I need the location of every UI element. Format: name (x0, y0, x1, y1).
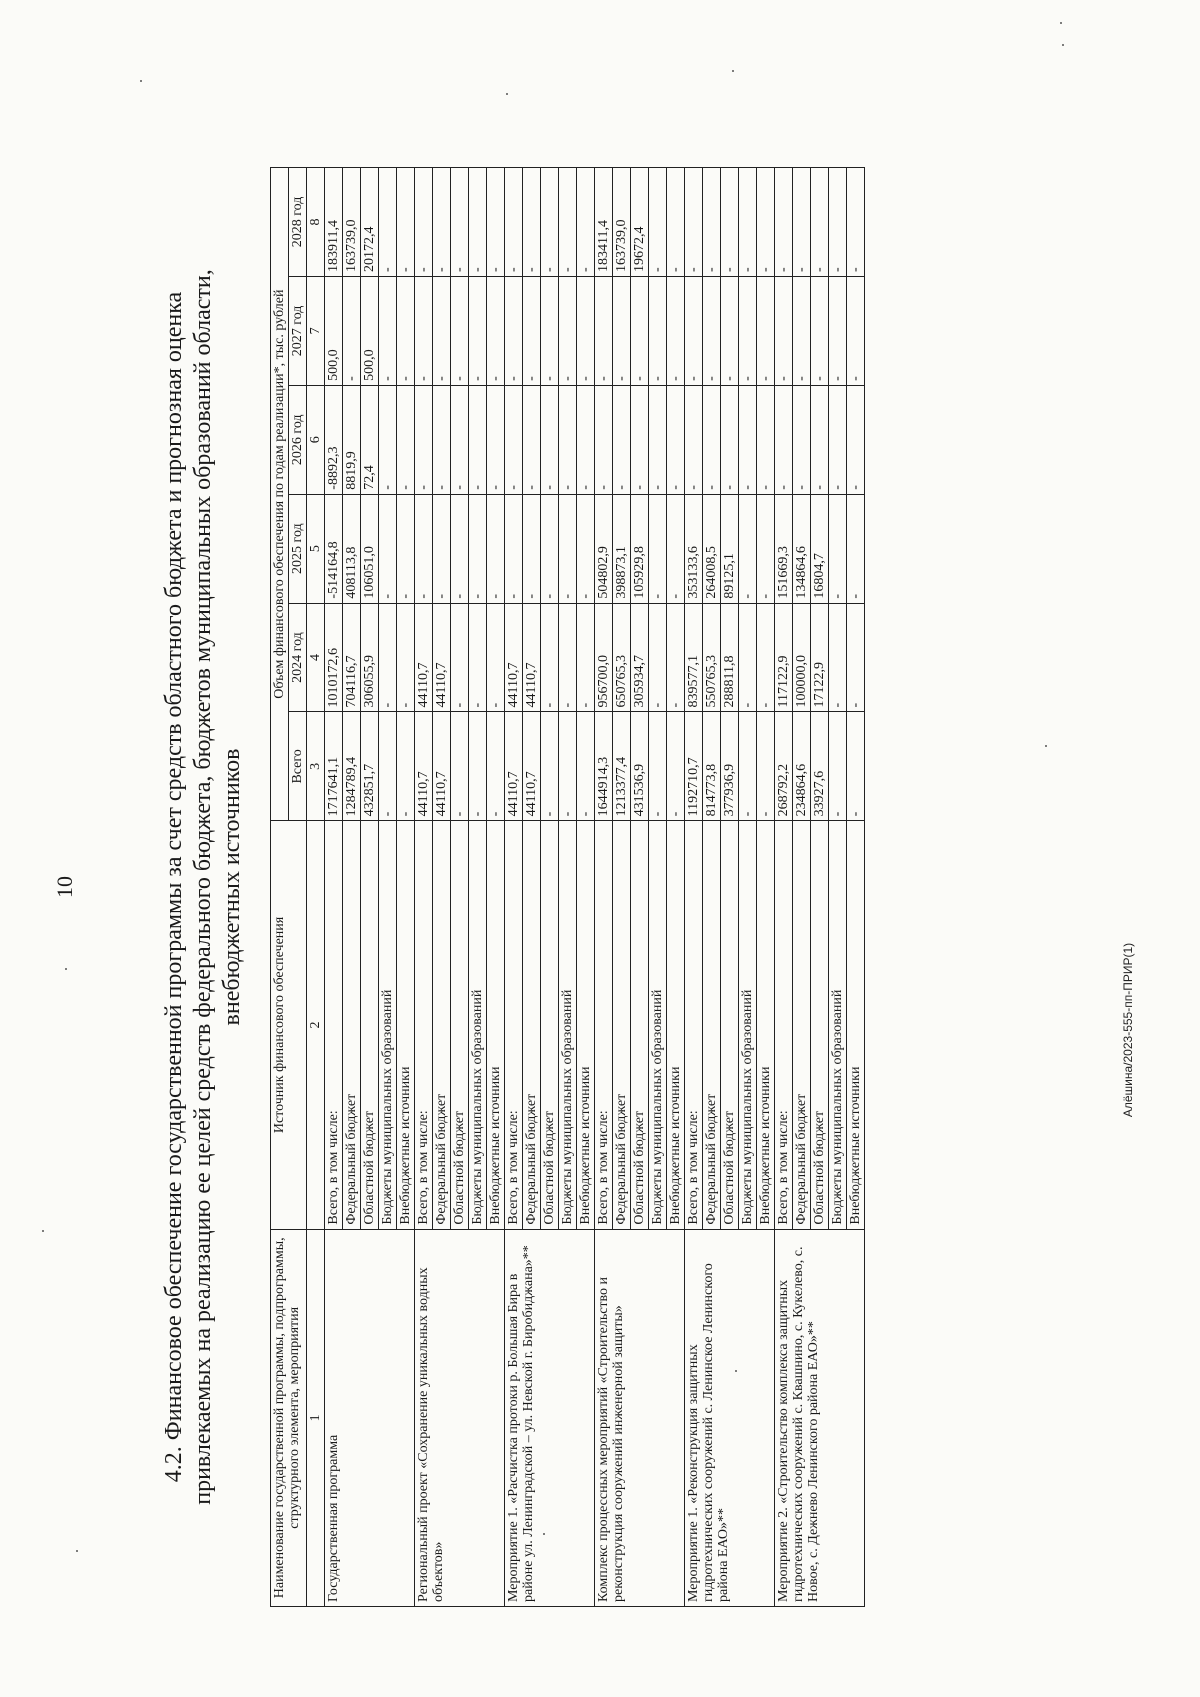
value-year: - (703, 168, 721, 277)
funding-source: Федеральный бюджет (343, 821, 361, 1229)
value-year: - (577, 494, 595, 603)
value-year: - (379, 603, 397, 712)
funding-source: Всего, в том числе: (595, 821, 613, 1229)
funding-source: Внебюджетные источники (397, 821, 415, 1229)
value-year: - (559, 494, 577, 603)
value-year: - (541, 603, 559, 712)
title-line-2: привлекаемых на реализацию ее целей средств федерального бюджета, бюджетов муниципальных образований области, (190, 269, 216, 1505)
title-line-1: 4.2. Финансовое обеспечение государственной программы за счет средств областного бюджета и прогнозная оценка (161, 291, 187, 1483)
value-year: - (343, 276, 361, 385)
value-total: 431536,9 (631, 712, 649, 821)
funding-source: Внебюджетные источники (487, 821, 505, 1229)
value-year: - (667, 603, 685, 712)
value-total: - (559, 712, 577, 821)
column-number: 7 (307, 276, 325, 385)
value-year: 44110,7 (415, 603, 433, 712)
value-year: - (847, 168, 865, 277)
value-year: - (505, 276, 523, 385)
value-year: 183411,4 (595, 168, 613, 277)
column-number: 4 (307, 603, 325, 712)
value-year: - (541, 168, 559, 277)
value-year: - (577, 276, 595, 385)
funding-source: Внебюджетные источники (847, 821, 865, 1229)
value-year: 89125,1 (721, 494, 739, 603)
financing-table (270, 167, 865, 1607)
value-year: 44110,7 (505, 603, 523, 712)
value-year: - (739, 168, 757, 277)
funding-source: Федеральный бюджет (433, 821, 451, 1229)
value-year: 353133,6 (685, 494, 703, 603)
table-row (775, 168, 793, 1607)
value-total: 1717641,1 (325, 712, 343, 821)
program-element-name: Комплекс процессных мероприятий «Строительство и реконструкция сооружений инженерной защиты» (595, 1229, 685, 1606)
value-year: 105929,8 (631, 494, 649, 603)
value-year: - (613, 276, 631, 385)
value-year: - (469, 603, 487, 712)
funding-source: Всего, в том числе: (685, 821, 703, 1229)
funding-source: Бюджеты муниципальных образований (469, 821, 487, 1229)
value-year: - (487, 494, 505, 603)
value-year: - (397, 168, 415, 277)
value-total: - (577, 712, 595, 821)
value-year: - (559, 603, 577, 712)
value-year: - (793, 276, 811, 385)
value-year: - (397, 385, 415, 494)
funding-source: Федеральный бюджет (703, 821, 721, 1229)
funding-source: Всего, в том числе: (505, 821, 523, 1229)
value-year: 500,0 (325, 276, 343, 385)
column-number: 5 (307, 494, 325, 603)
funding-source: Федеральный бюджет (523, 821, 541, 1229)
value-year: 151669,3 (775, 494, 793, 603)
header-volume-group: Объем финансового обеспечения по годам реализации*, тыс. рублей (271, 168, 289, 821)
value-year: - (505, 385, 523, 494)
value-year: - (451, 385, 469, 494)
table-row (505, 168, 523, 1607)
table-row (595, 168, 613, 1607)
value-year: - (667, 276, 685, 385)
value-year: 72,4 (361, 385, 379, 494)
value-year: -514164,8 (325, 494, 343, 603)
value-year: 20172,4 (361, 168, 379, 277)
rotated-page (0, 77, 1130, 1697)
value-year: - (433, 385, 451, 494)
value-year: 117122,9 (775, 603, 793, 712)
value-year: - (829, 603, 847, 712)
value-year: - (667, 168, 685, 277)
program-element-name: Региональный проект «Сохранение уникальных водных объектов» (415, 1229, 505, 1606)
value-year: - (649, 603, 667, 712)
value-year: - (667, 385, 685, 494)
value-year: - (847, 385, 865, 494)
column-number: 1 (307, 1229, 325, 1606)
value-year: - (685, 168, 703, 277)
document-id-footer: Алёшина/2023-555-пп-ПРИР(1) (1121, 942, 1135, 1118)
value-year: - (523, 168, 541, 277)
value-total: - (847, 712, 865, 821)
header-year: 2025 год (289, 494, 307, 603)
value-year: - (397, 494, 415, 603)
title-line-3: внебюджетных источников (219, 748, 245, 1026)
header-year: 2026 год (289, 385, 307, 494)
value-year: - (649, 276, 667, 385)
value-year: - (451, 168, 469, 277)
value-total: - (829, 712, 847, 821)
value-total: 44110,7 (505, 712, 523, 821)
funding-source: Внебюджетные источники (667, 821, 685, 1229)
program-element-name: Мероприятие 1. «Реконструкция защитных гидротехнических сооружений с. Ленинское Ленинского района ЕАО»** (685, 1229, 775, 1606)
funding-source: Федеральный бюджет (793, 821, 811, 1229)
value-total: - (487, 712, 505, 821)
value-year: 163739,0 (343, 168, 361, 277)
value-year: - (379, 385, 397, 494)
value-total: 44110,7 (415, 712, 433, 821)
scan-speck (732, 70, 734, 72)
value-year: - (415, 385, 433, 494)
funding-source: Всего, в том числе: (775, 821, 793, 1229)
value-total: 1213377,4 (613, 712, 631, 821)
value-year: - (811, 276, 829, 385)
value-year: - (775, 385, 793, 494)
value-year: - (577, 385, 595, 494)
value-year: - (541, 494, 559, 603)
header-year: 2027 год (289, 276, 307, 385)
program-element-name: Мероприятие 2. «Строительство комплекса защитных гидротехнических сооружений с. Квашнино, с. Кукелево, с. Новое, с. Дежнево Ленинского района ЕАО»** (775, 1229, 865, 1606)
value-year: 44110,7 (433, 603, 451, 712)
value-total: - (541, 712, 559, 821)
value-year: 134864,6 (793, 494, 811, 603)
funding-source: Областной бюджет (541, 821, 559, 1229)
value-year: 550765,3 (703, 603, 721, 712)
value-year: - (829, 385, 847, 494)
value-year: - (397, 276, 415, 385)
value-year: - (721, 276, 739, 385)
value-total: - (667, 712, 685, 821)
value-total: 1644914,3 (595, 712, 613, 821)
funding-source: Бюджеты муниципальных образований (649, 821, 667, 1229)
value-year: 163739,0 (613, 168, 631, 277)
value-year: - (811, 385, 829, 494)
value-total: - (397, 712, 415, 821)
table-row (325, 168, 343, 1607)
value-year: - (559, 385, 577, 494)
value-total: 33927,6 (811, 712, 829, 821)
value-year: - (847, 276, 865, 385)
value-total: - (649, 712, 667, 821)
value-year: 408113,8 (343, 494, 361, 603)
value-year: 106051,0 (361, 494, 379, 603)
section-title (160, 227, 247, 1547)
value-year: - (631, 276, 649, 385)
value-year: 398873,1 (613, 494, 631, 603)
value-year: -8892,3 (325, 385, 343, 494)
value-year: - (811, 168, 829, 277)
value-year: - (397, 603, 415, 712)
value-year: 500,0 (361, 276, 379, 385)
funding-source: Бюджеты муниципальных образований (739, 821, 757, 1229)
value-year: - (415, 494, 433, 603)
value-total: - (739, 712, 757, 821)
program-element-name: Мероприятие 1. «Расчистка протоки р. Большая Бира в районе ул. Ленинградской – ул. Невской г. Биробиджана»** (505, 1229, 595, 1606)
column-number: 6 (307, 385, 325, 494)
value-year: - (469, 385, 487, 494)
value-year: - (451, 276, 469, 385)
value-year: 1010172,6 (325, 603, 343, 712)
value-total: - (379, 712, 397, 821)
column-number: 3 (307, 712, 325, 821)
value-year: - (415, 276, 433, 385)
value-year: - (613, 385, 631, 494)
table-head (271, 168, 325, 1607)
value-year: - (595, 276, 613, 385)
value-year: - (685, 385, 703, 494)
funding-source: Внебюджетные источники (757, 821, 775, 1229)
value-year: - (523, 385, 541, 494)
value-year: - (793, 168, 811, 277)
value-year: 17122,9 (811, 603, 829, 712)
value-year: - (433, 276, 451, 385)
funding-source: Федеральный бюджет (613, 821, 631, 1229)
value-year: - (739, 385, 757, 494)
value-total: - (757, 712, 775, 821)
value-total: 268792,2 (775, 712, 793, 821)
value-year: - (631, 385, 649, 494)
value-year: - (523, 276, 541, 385)
value-year: - (739, 494, 757, 603)
value-year: - (415, 168, 433, 277)
page-number: 10 (52, 876, 77, 898)
funding-source: Областной бюджет (811, 821, 829, 1229)
table-row (685, 168, 703, 1607)
value-total: 377936,9 (721, 712, 739, 821)
value-year: - (739, 603, 757, 712)
value-year: - (721, 385, 739, 494)
value-year: - (559, 168, 577, 277)
funding-source: Бюджеты муниципальных образований (379, 821, 397, 1229)
funding-source: Бюджеты муниципальных образований (559, 821, 577, 1229)
program-element-name: Государственная программа (325, 1229, 415, 1606)
funding-source: Бюджеты муниципальных образований (829, 821, 847, 1229)
value-year: - (775, 168, 793, 277)
value-year: 100000,0 (793, 603, 811, 712)
value-year: - (703, 276, 721, 385)
value-year: - (487, 385, 505, 494)
value-year: - (577, 603, 595, 712)
value-year: - (829, 494, 847, 603)
value-year: 8819,9 (343, 385, 361, 494)
value-year: - (433, 168, 451, 277)
funding-source: Областной бюджет (361, 821, 379, 1229)
header-program-name: Наименование государственной программы, подпрограммы, структурного элемента, мероприятия (271, 1229, 307, 1606)
value-year: - (451, 603, 469, 712)
value-year: 288811,8 (721, 603, 739, 712)
value-year: - (793, 385, 811, 494)
value-year: - (667, 494, 685, 603)
value-year: - (649, 168, 667, 277)
value-year: - (721, 168, 739, 277)
table-row (415, 168, 433, 1607)
value-total: 814773,8 (703, 712, 721, 821)
value-year: - (505, 494, 523, 603)
value-total: 44110,7 (523, 712, 541, 821)
value-total: 1284789,4 (343, 712, 361, 821)
value-year: - (757, 494, 775, 603)
scan-speck (1062, 44, 1064, 46)
funding-source: Областной бюджет (631, 821, 649, 1229)
value-total: - (469, 712, 487, 821)
funding-source: Областной бюджет (721, 821, 739, 1229)
value-year: 504802,9 (595, 494, 613, 603)
funding-source: Областной бюджет (451, 821, 469, 1229)
value-year: - (469, 494, 487, 603)
value-year: 839577,1 (685, 603, 703, 712)
value-year: - (757, 168, 775, 277)
value-year: - (487, 603, 505, 712)
scan-speck (1060, 22, 1062, 24)
value-year: 704116,7 (343, 603, 361, 712)
value-year: 650765,3 (613, 603, 631, 712)
column-number: 2 (307, 821, 325, 1229)
value-year: 183911,4 (325, 168, 343, 277)
value-year: - (433, 494, 451, 603)
value-year: - (829, 168, 847, 277)
value-year: - (505, 168, 523, 277)
column-number: 8 (307, 168, 325, 277)
value-year: - (487, 276, 505, 385)
value-year: - (469, 168, 487, 277)
value-year: - (757, 603, 775, 712)
value-total: 1192710,7 (685, 712, 703, 821)
value-year: - (829, 276, 847, 385)
value-year: - (847, 603, 865, 712)
value-year: - (541, 385, 559, 494)
header-source: Источник финансового обеспечения (271, 821, 307, 1229)
value-year: - (577, 168, 595, 277)
funding-source: Всего, в том числе: (325, 821, 343, 1229)
value-year: - (757, 276, 775, 385)
value-year: - (541, 276, 559, 385)
value-year: 264008,5 (703, 494, 721, 603)
value-year: - (595, 385, 613, 494)
funding-source: Внебюджетные источники (577, 821, 595, 1229)
value-year: - (757, 385, 775, 494)
value-year: - (559, 276, 577, 385)
table-body (325, 168, 865, 1607)
value-year: - (739, 276, 757, 385)
value-year: 956700,0 (595, 603, 613, 712)
value-year: 44110,7 (523, 603, 541, 712)
value-year: 16804,7 (811, 494, 829, 603)
value-year: 305934,7 (631, 603, 649, 712)
value-year: 19672,4 (631, 168, 649, 277)
value-year: - (649, 385, 667, 494)
value-total: 432851,7 (361, 712, 379, 821)
value-year: - (685, 276, 703, 385)
value-year: - (469, 276, 487, 385)
value-year: - (379, 168, 397, 277)
value-total: - (451, 712, 469, 821)
value-year: - (487, 168, 505, 277)
value-year: - (379, 276, 397, 385)
funding-source: Всего, в том числе: (415, 821, 433, 1229)
header-total: Всего (289, 712, 307, 821)
header-year: 2028 год (289, 168, 307, 277)
value-total: 234864,6 (793, 712, 811, 821)
value-year: - (451, 494, 469, 603)
header-year: 2024 год (289, 603, 307, 712)
value-year: - (847, 494, 865, 603)
value-year: - (523, 494, 541, 603)
value-year: 306055,9 (361, 603, 379, 712)
value-year: - (379, 494, 397, 603)
value-year: - (775, 276, 793, 385)
value-year: - (703, 385, 721, 494)
value-year: - (649, 494, 667, 603)
value-total: 44110,7 (433, 712, 451, 821)
